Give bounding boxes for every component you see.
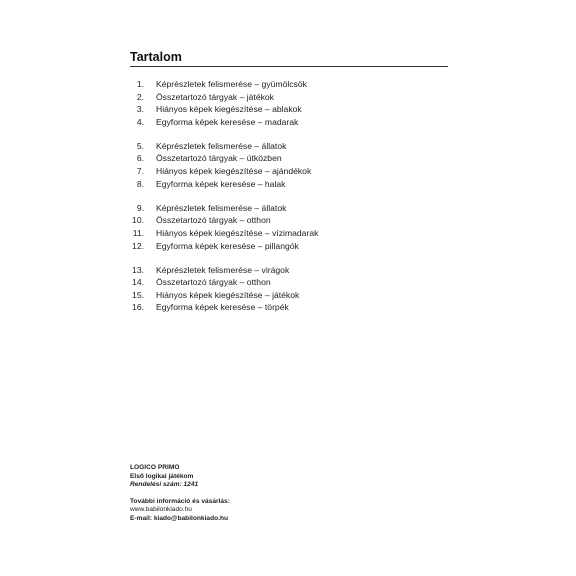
toc-entry[interactable] <box>130 116 450 129</box>
toc-group <box>130 140 450 190</box>
toc-entry-number: 10. <box>132 215 144 226</box>
table-of-contents <box>130 78 450 326</box>
toc-entry[interactable] <box>130 264 450 277</box>
info-heading: További információ és vásárlás: <box>130 497 230 505</box>
title-divider <box>130 66 448 67</box>
toc-entry-title: Összetartozó tárgyak – otthon <box>156 277 271 288</box>
toc-entry[interactable] <box>130 103 450 116</box>
toc-entry-number: 9. <box>136 202 144 213</box>
colophon-spacer <box>130 490 230 498</box>
page-title: Tartalom <box>130 50 182 64</box>
toc-entry-number: 14. <box>132 277 144 288</box>
toc-entry-title: Hiányos képek kiegészítése – játékok <box>156 289 300 300</box>
toc-entry[interactable] <box>130 289 450 302</box>
colophon <box>130 464 230 524</box>
toc-group <box>130 78 450 128</box>
toc-entry-title: Összetartozó tárgyak – otthon <box>156 215 271 226</box>
toc-group <box>130 202 450 252</box>
toc-entry[interactable] <box>130 276 450 289</box>
toc-entry-title: Képrészletek felismerése – gyümölcsök <box>156 79 307 89</box>
toc-entry-number: 5. <box>136 140 144 151</box>
toc-entry-title: Egyforma képek keresése – pillangók <box>156 240 299 251</box>
toc-entry-number: 15. <box>132 289 144 300</box>
toc-entry[interactable] <box>130 78 450 91</box>
toc-entry-title: Egyforma képek keresése – törpék <box>156 302 289 313</box>
toc-entry-title: Egyforma képek keresése – madarak <box>156 116 299 127</box>
toc-entry-title: Képrészletek felismerése – állatok <box>156 140 287 151</box>
toc-entry[interactable] <box>130 91 450 104</box>
toc-entry-number: 4. <box>136 116 144 127</box>
toc-entry[interactable] <box>130 165 450 178</box>
toc-entry[interactable] <box>130 227 450 240</box>
product-subtitle: Első logikai játékom <box>130 472 194 480</box>
toc-entry[interactable] <box>130 152 450 165</box>
toc-entry-number: 3. <box>136 104 144 115</box>
toc-entry[interactable] <box>130 214 450 227</box>
toc-entry-title: Egyforma képek keresése – halak <box>156 178 286 189</box>
toc-entry[interactable] <box>130 140 450 153</box>
toc-entry-number: 7. <box>136 166 144 177</box>
toc-entry-title: Összetartozó tárgyak – útközben <box>156 153 282 164</box>
toc-entry-number: 8. <box>136 178 144 189</box>
toc-entry[interactable] <box>130 240 450 253</box>
toc-entry-number: 6. <box>136 153 144 164</box>
toc-entry-title: Összetartozó tárgyak – játékok <box>156 91 274 102</box>
toc-entry-title: Képrészletek felismerése – állatok <box>156 202 287 213</box>
website-link[interactable]: www.babilonkiado.hu <box>130 506 192 514</box>
toc-entry-title: Hiányos képek kiegészítése – vízimadarak <box>156 227 319 238</box>
product-name: LOGICO PRIMO <box>130 464 180 471</box>
toc-entry-title: Hiányos képek kiegészítése – ajándékok <box>156 166 312 177</box>
toc-entry-number: 11. <box>132 227 144 238</box>
toc-entry-number: 1. <box>136 79 144 89</box>
toc-entry[interactable] <box>130 301 450 314</box>
toc-entry-number: 13. <box>132 264 144 275</box>
toc-entry[interactable] <box>130 178 450 191</box>
toc-entry[interactable] <box>130 202 450 215</box>
toc-entry-number: 2. <box>136 91 144 102</box>
toc-entry-title: Hiányos képek kiegészítése – ablakok <box>156 104 302 115</box>
toc-entry-title: Képrészletek felismerése – virágok <box>156 264 290 275</box>
toc-entry-number: 12. <box>132 240 144 251</box>
email-link[interactable]: E-mail: kiado@babilonkiado.hu <box>130 514 229 522</box>
toc-group <box>130 264 450 314</box>
order-number: Rendelési szám: 1241 <box>130 481 199 489</box>
toc-entry-number: 16. <box>132 302 144 313</box>
